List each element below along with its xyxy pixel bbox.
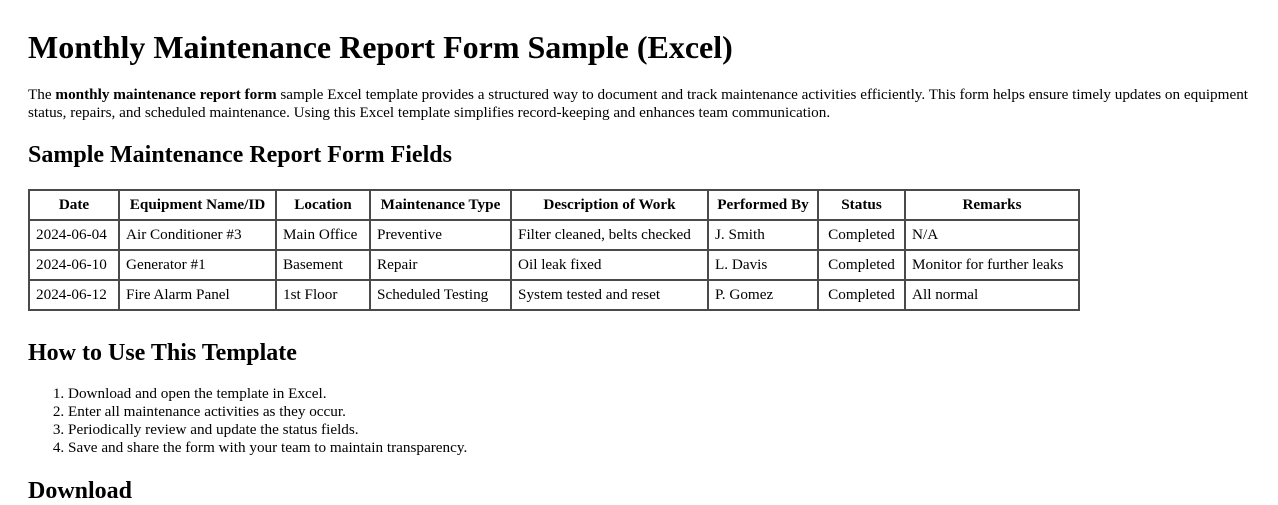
cell-date: 2024-06-12 — [29, 280, 119, 310]
column-header-performed-by: Performed By — [708, 190, 818, 220]
howto-steps-list — [28, 385, 467, 457]
page-title: Monthly Maintenance Report Form Sample (Excel) — [28, 29, 733, 65]
cell-location: Basement — [276, 250, 370, 280]
list-item: 4. Save and share the form with your team to maintain transparency. — [68, 439, 467, 457]
intro-paragraph — [28, 86, 1253, 122]
column-header-remarks: Remarks — [905, 190, 1079, 220]
howto-heading: How to Use This Template — [28, 340, 297, 366]
cell-equipment: Generator #1 — [119, 250, 276, 280]
intro-prefix: The — [28, 86, 56, 103]
cell-maintenance-type: Preventive — [370, 220, 511, 250]
cell-remarks: All normal — [905, 280, 1079, 310]
cell-date: 2024-06-04 — [29, 220, 119, 250]
list-item: 1. Download and open the template in Excel. — [68, 385, 467, 403]
list-item: 2. Enter all maintenance activities as they occur. — [68, 403, 467, 421]
intro-suffix: sample Excel template provides a structured way to document and track maintenance activities efficiently. This form helps ensure timely updates on equipment status, repairs, and scheduled maintenance. Using this Excel template simplifies record-keeping and enhances team communication. — [28, 86, 1249, 121]
cell-status: Completed — [818, 220, 905, 250]
cell-performed-by: L. Davis — [708, 250, 818, 280]
table-row — [29, 220, 1079, 250]
cell-equipment: Fire Alarm Panel — [119, 280, 276, 310]
cell-description: Oil leak fixed — [511, 250, 708, 280]
cell-equipment: Air Conditioner #3 — [119, 220, 276, 250]
table-row — [29, 280, 1079, 310]
cell-performed-by: J. Smith — [708, 220, 818, 250]
table-header-row — [29, 190, 1079, 220]
cell-description: Filter cleaned, belts checked — [511, 220, 708, 250]
column-header-equipment: Equipment Name/ID — [119, 190, 276, 220]
cell-maintenance-type: Scheduled Testing — [370, 280, 511, 310]
cell-location: Main Office — [276, 220, 370, 250]
column-header-maintenance-type: Maintenance Type — [370, 190, 511, 220]
column-header-date: Date — [29, 190, 119, 220]
download-heading: Download — [28, 478, 133, 504]
cell-date: 2024-06-10 — [29, 250, 119, 280]
column-header-status: Status — [818, 190, 905, 220]
cell-status: Completed — [818, 280, 905, 310]
cell-location: 1st Floor — [276, 280, 370, 310]
maintenance-table — [28, 189, 1080, 311]
list-item: 3. Periodically review and update the status fields. — [68, 421, 467, 439]
table-row — [29, 250, 1079, 280]
cell-description: System tested and reset — [511, 280, 708, 310]
column-header-description: Description of Work — [511, 190, 708, 220]
fields-heading: Sample Maintenance Report Form Fields — [28, 142, 452, 168]
cell-performed-by: P. Gomez — [708, 280, 818, 310]
cell-status: Completed — [818, 250, 905, 280]
cell-remarks: Monitor for further leaks — [905, 250, 1079, 280]
intro-bold-term: monthly maintenance report form — [55, 86, 277, 103]
column-header-location: Location — [276, 190, 370, 220]
cell-remarks: N/A — [905, 220, 1079, 250]
cell-maintenance-type: Repair — [370, 250, 511, 280]
